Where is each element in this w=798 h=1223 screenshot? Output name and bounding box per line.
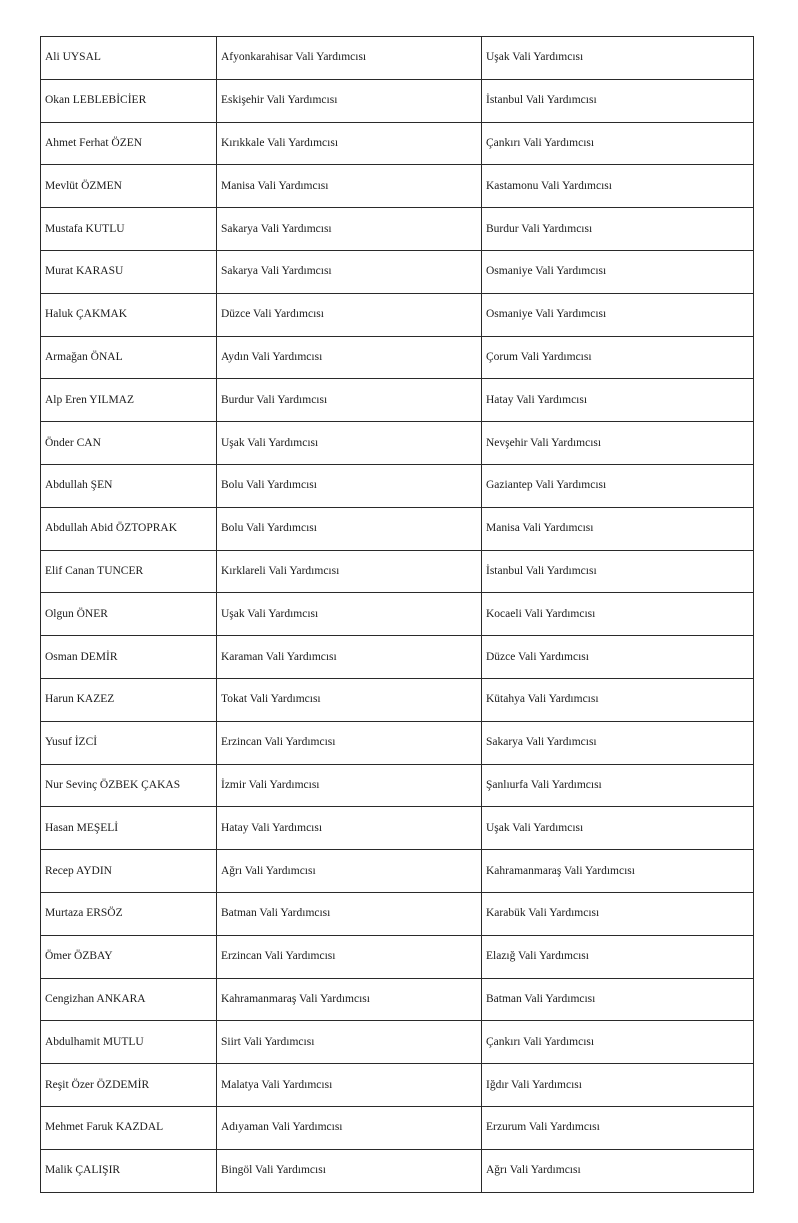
current-post-cell: Hatay Vali Yardımcısı bbox=[217, 807, 482, 850]
current-post-cell: Aydın Vali Yardımcısı bbox=[217, 336, 482, 379]
person-name-cell: Önder CAN bbox=[41, 422, 217, 465]
person-name-cell: Reşit Özer ÖZDEMİR bbox=[41, 1064, 217, 1107]
table-row bbox=[41, 122, 754, 165]
table-row bbox=[41, 721, 754, 764]
table-row bbox=[41, 165, 754, 208]
table-row bbox=[41, 807, 754, 850]
table-row bbox=[41, 978, 754, 1021]
new-post-cell: Kütahya Vali Yardımcısı bbox=[482, 678, 754, 721]
table-row bbox=[41, 379, 754, 422]
current-post-cell: Karaman Vali Yardımcısı bbox=[217, 636, 482, 679]
person-name-cell: Abdullah Abid ÖZTOPRAK bbox=[41, 507, 217, 550]
table-row bbox=[41, 636, 754, 679]
new-post-cell: Sakarya Vali Yardımcısı bbox=[482, 721, 754, 764]
person-name-cell: Ali UYSAL bbox=[41, 37, 217, 80]
person-name-cell: Haluk ÇAKMAK bbox=[41, 293, 217, 336]
person-name-cell: Hasan MEŞELİ bbox=[41, 807, 217, 850]
new-post-cell: Gaziantep Vali Yardımcısı bbox=[482, 464, 754, 507]
table-row bbox=[41, 293, 754, 336]
current-post-cell: Malatya Vali Yardımcısı bbox=[217, 1064, 482, 1107]
current-post-cell: Manisa Vali Yardımcısı bbox=[217, 165, 482, 208]
current-post-cell: Kahramanmaraş Vali Yardımcısı bbox=[217, 978, 482, 1021]
person-name-cell: Malik ÇALIŞIR bbox=[41, 1149, 217, 1192]
table-row bbox=[41, 208, 754, 251]
current-post-cell: Erzincan Vali Yardımcısı bbox=[217, 935, 482, 978]
table-row bbox=[41, 422, 754, 465]
current-post-cell: Kırıkkale Vali Yardımcısı bbox=[217, 122, 482, 165]
current-post-cell: Adıyaman Vali Yardımcısı bbox=[217, 1106, 482, 1149]
table-row bbox=[41, 764, 754, 807]
person-name-cell: Nur Sevinç ÖZBEK ÇAKAS bbox=[41, 764, 217, 807]
person-name-cell: Harun KAZEZ bbox=[41, 678, 217, 721]
current-post-cell: Tokat Vali Yardımcısı bbox=[217, 678, 482, 721]
new-post-cell: Elazığ Vali Yardımcısı bbox=[482, 935, 754, 978]
new-post-cell: Burdur Vali Yardımcısı bbox=[482, 208, 754, 251]
person-name-cell: Yusuf İZCİ bbox=[41, 721, 217, 764]
table-row bbox=[41, 1106, 754, 1149]
person-name-cell: Mustafa KUTLU bbox=[41, 208, 217, 251]
new-post-cell: Osmaniye Vali Yardımcısı bbox=[482, 293, 754, 336]
appointments-table bbox=[40, 36, 754, 1193]
person-name-cell: Cengizhan ANKARA bbox=[41, 978, 217, 1021]
table-row bbox=[41, 336, 754, 379]
new-post-cell: Manisa Vali Yardımcısı bbox=[482, 507, 754, 550]
table-row bbox=[41, 250, 754, 293]
person-name-cell: Alp Eren YILMAZ bbox=[41, 379, 217, 422]
table-row bbox=[41, 1149, 754, 1192]
table-row bbox=[41, 550, 754, 593]
person-name-cell: Murtaza ERSÖZ bbox=[41, 892, 217, 935]
new-post-cell: Erzurum Vali Yardımcısı bbox=[482, 1106, 754, 1149]
new-post-cell: Uşak Vali Yardımcısı bbox=[482, 37, 754, 80]
new-post-cell: Düzce Vali Yardımcısı bbox=[482, 636, 754, 679]
new-post-cell: Iğdır Vali Yardımcısı bbox=[482, 1064, 754, 1107]
table-row bbox=[41, 593, 754, 636]
person-name-cell: Mehmet Faruk KAZDAL bbox=[41, 1106, 217, 1149]
table-row bbox=[41, 507, 754, 550]
current-post-cell: Sakarya Vali Yardımcısı bbox=[217, 250, 482, 293]
person-name-cell: Mevlüt ÖZMEN bbox=[41, 165, 217, 208]
new-post-cell: Kahramanmaraş Vali Yardımcısı bbox=[482, 850, 754, 893]
person-name-cell: Recep AYDIN bbox=[41, 850, 217, 893]
current-post-cell: Bingöl Vali Yardımcısı bbox=[217, 1149, 482, 1192]
new-post-cell: Şanlıurfa Vali Yardımcısı bbox=[482, 764, 754, 807]
current-post-cell: Sakarya Vali Yardımcısı bbox=[217, 208, 482, 251]
table-row bbox=[41, 678, 754, 721]
new-post-cell: Kastamonu Vali Yardımcısı bbox=[482, 165, 754, 208]
person-name-cell: Armağan ÖNAL bbox=[41, 336, 217, 379]
person-name-cell: Ömer ÖZBAY bbox=[41, 935, 217, 978]
current-post-cell: Eskişehir Vali Yardımcısı bbox=[217, 79, 482, 122]
table-row bbox=[41, 935, 754, 978]
new-post-cell: İstanbul Vali Yardımcısı bbox=[482, 79, 754, 122]
current-post-cell: İzmir Vali Yardımcısı bbox=[217, 764, 482, 807]
new-post-cell: Karabük Vali Yardımcısı bbox=[482, 892, 754, 935]
new-post-cell: İstanbul Vali Yardımcısı bbox=[482, 550, 754, 593]
new-post-cell: Çankırı Vali Yardımcısı bbox=[482, 1021, 754, 1064]
new-post-cell: Uşak Vali Yardımcısı bbox=[482, 807, 754, 850]
new-post-cell: Çankırı Vali Yardımcısı bbox=[482, 122, 754, 165]
current-post-cell: Siirt Vali Yardımcısı bbox=[217, 1021, 482, 1064]
current-post-cell: Uşak Vali Yardımcısı bbox=[217, 422, 482, 465]
table-row bbox=[41, 37, 754, 80]
current-post-cell: Erzincan Vali Yardımcısı bbox=[217, 721, 482, 764]
person-name-cell: Elif Canan TUNCER bbox=[41, 550, 217, 593]
new-post-cell: Nevşehir Vali Yardımcısı bbox=[482, 422, 754, 465]
new-post-cell: Çorum Vali Yardımcısı bbox=[482, 336, 754, 379]
person-name-cell: Abdullah ŞEN bbox=[41, 464, 217, 507]
current-post-cell: Bolu Vali Yardımcısı bbox=[217, 507, 482, 550]
person-name-cell: Ahmet Ferhat ÖZEN bbox=[41, 122, 217, 165]
table-row bbox=[41, 464, 754, 507]
person-name-cell: Abdulhamit MUTLU bbox=[41, 1021, 217, 1064]
new-post-cell: Ağrı Vali Yardımcısı bbox=[482, 1149, 754, 1192]
current-post-cell: Burdur Vali Yardımcısı bbox=[217, 379, 482, 422]
current-post-cell: Batman Vali Yardımcısı bbox=[217, 892, 482, 935]
table-row bbox=[41, 1064, 754, 1107]
person-name-cell: Osman DEMİR bbox=[41, 636, 217, 679]
new-post-cell: Osmaniye Vali Yardımcısı bbox=[482, 250, 754, 293]
current-post-cell: Düzce Vali Yardımcısı bbox=[217, 293, 482, 336]
table-row bbox=[41, 1021, 754, 1064]
person-name-cell: Murat KARASU bbox=[41, 250, 217, 293]
current-post-cell: Bolu Vali Yardımcısı bbox=[217, 464, 482, 507]
person-name-cell: Okan LEBLEBİCİER bbox=[41, 79, 217, 122]
appointments-table-body bbox=[41, 37, 754, 1193]
current-post-cell: Uşak Vali Yardımcısı bbox=[217, 593, 482, 636]
table-row bbox=[41, 79, 754, 122]
table-row bbox=[41, 892, 754, 935]
current-post-cell: Afyonkarahisar Vali Yardımcısı bbox=[217, 37, 482, 80]
current-post-cell: Kırklareli Vali Yardımcısı bbox=[217, 550, 482, 593]
new-post-cell: Batman Vali Yardımcısı bbox=[482, 978, 754, 1021]
person-name-cell: Olgun ÖNER bbox=[41, 593, 217, 636]
table-row bbox=[41, 850, 754, 893]
current-post-cell: Ağrı Vali Yardımcısı bbox=[217, 850, 482, 893]
new-post-cell: Hatay Vali Yardımcısı bbox=[482, 379, 754, 422]
new-post-cell: Kocaeli Vali Yardımcısı bbox=[482, 593, 754, 636]
